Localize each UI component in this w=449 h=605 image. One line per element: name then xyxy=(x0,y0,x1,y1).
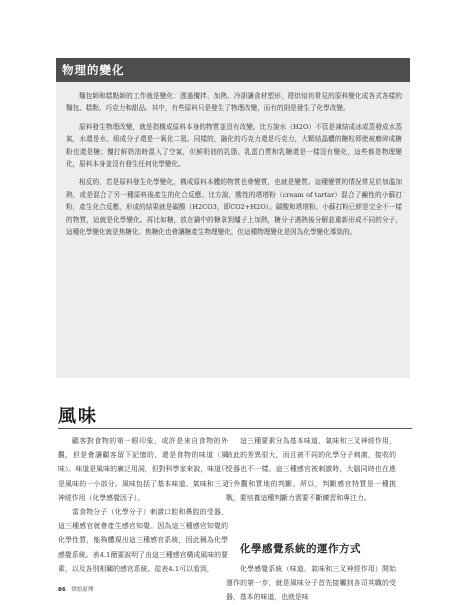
right-column xyxy=(226,434,396,505)
subheading: 化學感覺系統的運作方式 xyxy=(240,543,361,555)
page-footer xyxy=(58,585,93,593)
sidebar-title: 物理的變化 xyxy=(56,58,410,82)
sidebar-paragraph: 麵包師和糕點師的工作就是變化：透過攪拌、加熱、冷卻讓食材塑形，將烘焙坊常見的原料變化成各式各樣的麵包、糕點、巧克力和甜品。其中，有些原料只是發生了物理改變，而有的則是發生了化學改變。 xyxy=(66,92,402,113)
section-divider xyxy=(58,428,412,429)
body-paragraph: 顧客對食物的第一眼印象，或許是來自食物的外觀，但是會讓顧客留下記憶的，還是食物的味道（風味）。味道是風味的廣泛用詞，但對科學家來說，味道只是風味的一小部分。風味包括了基本味道、氣味和三叉神經作用（化學感覺因子）。 xyxy=(58,437,228,502)
body-paragraph: 化學感覺系統（味道、氣味和三叉神經作用）開始運作的第一步，就是風味分子首先接觸到各司其職的受器，基本的味道，也就是味 xyxy=(226,565,396,602)
sidebar-paragraph: 相反的，若是原料發生化學變化，構成原料本體的物質也會變質，也就是變質。這種變質的情況常見於加溫加熱，或是混合了另一種原料後產生的化合反應。比方說，酸性的塔塔粉（cream of tartar）混合了鹼性的小蘇打粉，產生化合反應，形成的結果就是碳酸（H2CO3，即CO2+H2O）。碳酸和塔塔粉、小蘇打粉已經是完全不一樣的物質，這就是化學變化。再比如糖，放在鍋中的糖拿到爐子上加熱，糖分子遇熱後分解並重新形成不同的分子，這種化學變化就是焦糖化。焦糖化也會讓糖產生物理變化，但這種物理變化是因為化學變化導致的。 xyxy=(66,178,402,237)
left-column xyxy=(58,434,228,576)
page-number: 86 xyxy=(58,587,66,593)
sidebar-box xyxy=(56,58,410,378)
section-title: 風味 xyxy=(58,406,98,427)
body-paragraph: 這三種要素分為基本味道、氣味和三叉神經作用，彼此的差異很大，而且被不同的化學分子刺激，接收的受器也不一樣。這三種感官被刺激時，大腦同時也在進行外觀和質地的判斷。所以，判斷感官特質是一種挑戰，要培養這種判斷力需要不斷練習和專注力。 xyxy=(226,437,396,502)
sidebar-paragraph: 原料發生物理改變，就是指構成原料本身的物質並沒有改變。比方說水（H2O）不管是凍結成冰或蒸發成水蒸氣，水還是水，組成分子還是一氧化二氫。同樣的，融化的巧克力還是巧克力，大顆結晶體的糖粒即使被磨碎成糖粉也還是糖；攪打鮮奶油時混入了空氣，但鮮奶油的乳脂、乳蛋白質和乳糖還是一樣沒有變化，這些都是物理變化，原料本身並沒有發生任何化學變化。 xyxy=(66,122,402,169)
right-column-continued xyxy=(226,562,396,605)
book-title: 烘焙原理 xyxy=(71,587,94,593)
body-paragraph: 當食物分子（化學分子）刺激口腔和鼻腔的受器，這三種感官就會產生感官知覺。因為這三種感官知覺的化學性質，能夠體現出這三種感官系統，因此稱為化學感覺系統。表4.1簡要說明了由這三種感官構成風味的要素，以及各別相關的感官系統。從表4.1可以看到， xyxy=(58,508,228,573)
sidebar-body xyxy=(56,82,410,238)
